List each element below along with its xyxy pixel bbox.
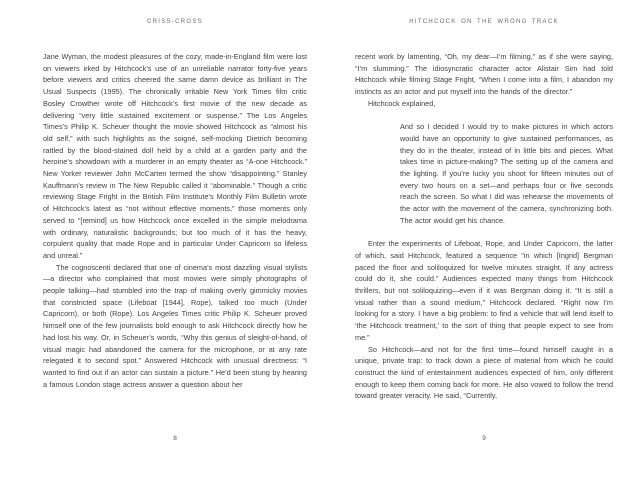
paragraph: The cognoscenti declared that one of cinema’s most dazzling visual stylists—a director who complained that most movies were simply photographs of people talking—had stumbled into the trap of making overly gimmicky movies that constricted space (Lifeboat [1944], Rope), talked too much (Under Capricorn), or both (Rope). Los Angeles Times critic Philip K. Scheuer proved himself one of the few journalists bold enough to ask Hitchcock directly how he had lost his way. Or, in Scheuer’s words, “Why this genius of sleight-of-hand, of visual magic had abandoned the camera for the microphone, or at any rate relegated it to second spot.” Answered Hitchcock with unusual directness: “I wanted to find out if an actor can sustain a picture.” He’d been stung by hearing a famous London stage actress answer a question about her (43, 262, 307, 389)
paragraph: Enter the experiments of Lifeboat, Rope, and Under Capricorn, the latter of which, said Hitchcock, featured a sequence “in which [Ingrid] Bergman paced the floor and soliloquized for twelve minutes straight. If any actress could do it, she could.” Audiences expected many things from Hitchcock thrillers, but not soliloquizing—even if it was Bergman doing it. “It is still a visual rather than a sound medium,” Hitchcock declared. “Right now I’m looking for a story. I have a big problem: to find a vehicle that will lend itself to ‘the Hitchcock treatment,’ to the sort of thing that people expect to see from me.” (355, 239, 613, 342)
left-page-number: 8 (173, 435, 177, 442)
left-running-head: CRISS-CROSS (147, 19, 203, 25)
left-page-text (43, 51, 307, 390)
paragraph-quote-intro: Hitchcock explained, (368, 98, 436, 108)
paragraph-continuation: Jane Wyman, the modest pleasures of the cozy, made-in-England film were lost on viewers irked by Hitchcock’s use of an unreliable narrator forty-five years before viewers and critics cheered the same damn device as brilliant in The Usual Suspects (1995). The chronically irritable New York Times film critic Bosley Crowther wrote off Hitchcock’s first movie of the new decade as delivering “very little sustained excitement or suspense.” The Los Angeles Times’s Philip K. Scheuer thought the movie showed Hitchcock as “almost his old self,” with such highlights as the soigné, self-mocking Dietrich becoming rattled by the blood-stained doll held by a child at a garden party and the heroine’s showdown with a murderer in an empty theater as “A-one Hitchcock.” New Yorker reviewer John McCarten termed the show “disappointing.” Stanley Kauffmann’s review in The New Republic called it “abominable.” Though a critic reviewing Stage Fright in the British Film Institute’s Monthly Film Bulletin wrote of Hitchcock’s latest as “not without effective moments,” those moments only served to “[remind] us how Hitchcock once excelled in the simple melodrama with ordinary, naturalistic backgrounds; but too much of it has the heavy, corpulent quality that made Rope and in particular Under Capricorn so lifeless and unreal.” (43, 52, 307, 260)
right-page (355, 0, 613, 480)
right-page-number: 9 (482, 435, 486, 442)
block-quote: And so I decided I would try to make pictures in which actors would have an opportunity to give sustained performances, as they do in the theater, instead of in little bits and pieces. What takes time in picture-making? The setting up of the camera and the lighting. If you’re lucky you shoot for fifteen minutes out of every two hours on a set—and perhaps four or five seconds reach the screen. So what I did was rehearse the movements of the actor with the movement of the camera, synchronizing both. The actor would get his chance. (400, 122, 613, 225)
paragraph: So Hitchcock—and not for the first time—found himself caught in a unique, private trap: to track down a piece of material from which he could construct the kind of entertainment audiences expected of him, only different enough to keep them coming back for more. He also vowed to follow the trend toward greater veracity. He said, “Currently, (355, 344, 613, 401)
paragraph-continuation: recent work by lamenting, “Oh, my dear—I’m filming,” as if she were saying, “I’m slumming.” The idiosyncratic character actor Alistair Sim had told Hitchcock while filming Stage Fright, “When I come into a film, I abandon my instincts as an actor and put myself into the hands of the director.” (355, 52, 613, 97)
left-page (43, 0, 307, 480)
right-running-head: HITCHCOCK ON THE WRONG TRACK (409, 19, 559, 25)
right-page-text (355, 51, 613, 402)
